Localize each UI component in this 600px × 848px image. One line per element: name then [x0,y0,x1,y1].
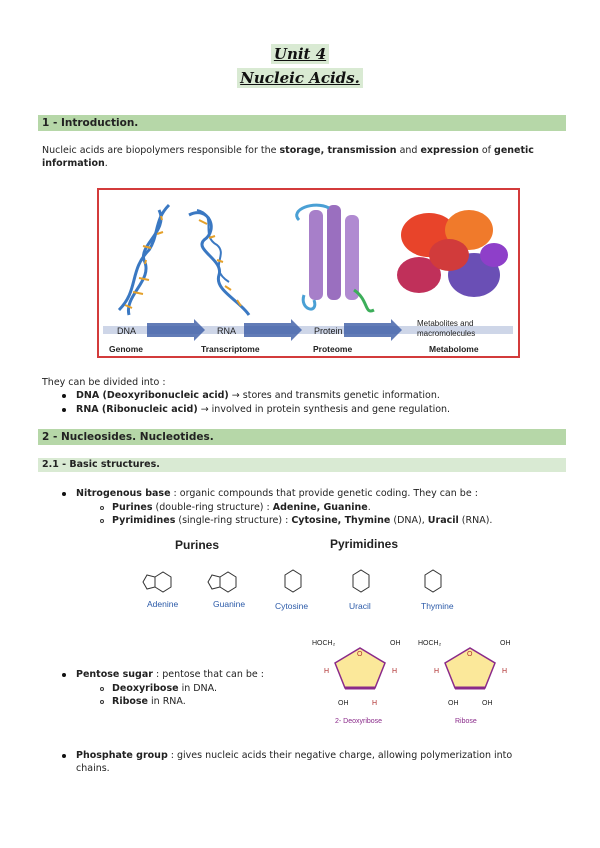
dna-term: DNA (Deoxyribonucleic acid) [76,390,229,401]
thymine-ring [425,570,441,592]
ribose-desc: in RNA. [148,696,186,707]
oh-label: OH [482,700,493,707]
h-label: H [434,668,440,675]
uracil-ring [353,570,369,592]
purines-term: Purines [112,502,153,513]
purines-period: . [367,502,371,513]
metabolome-caption: Metabolome [429,344,479,354]
h-label: H [502,668,508,675]
uracil-term: Uracil [427,515,459,526]
proteome-caption: Proteome [313,344,353,354]
intro-text: . [104,158,108,169]
pyrimidines-term: Pyrimidines [112,515,176,526]
phosphate-continuation: chains. [76,763,110,774]
ribose-term: Ribose [112,696,148,707]
bullet-icon [62,673,66,677]
deoxyribose-structure [312,640,401,725]
guanine-ring-5 [208,575,220,589]
dna-helix-image [119,205,169,315]
deoxyribose-term: Deoxyribose [112,683,179,694]
protein-image [297,205,374,311]
base-structures [143,570,441,592]
dna-label: DNA [117,326,137,336]
hoch2-label: HOCH₂ [312,640,336,647]
unit-title: Unit 4 [271,44,329,64]
intro-paragraph [42,144,562,170]
list-item-dna [62,389,440,402]
section-heading-nucleosides: 2 - Nucleosides. Nucleotides. [38,429,566,445]
metabolites-label-line2: macromolecules [417,329,476,338]
adenine-ring-5 [143,575,155,589]
metabolites-label-line1: Metabolites and [417,319,474,328]
intro-bold-storage: storage, transmission [279,145,397,156]
guanine-ring [220,572,236,592]
h-label: H [392,668,398,675]
pyrimidines-title: Pyrimidines [330,537,399,551]
transcriptome-caption: Transcriptome [201,344,260,354]
ribose-structure [418,640,511,725]
deoxyribose-desc: in DNA. [178,683,218,694]
circle-bullet-icon [100,700,104,704]
circle-bullet-icon [100,506,104,510]
oh-label: OH [338,700,349,707]
rna-strand-image [189,210,249,315]
divide-text: They can be divided into : [42,377,166,388]
sub-item-deoxyribose [100,682,217,695]
pyrimidines-desc: (single-ring structure) : [175,515,292,526]
list-item-phosphate [62,749,552,762]
intro-text: Nucleic acids are biopolymers responsible for the [42,145,280,156]
oxygen-label: O [357,651,363,658]
section-heading-introduction: 1 - Introduction. [38,115,566,131]
omics-figure [97,188,520,358]
flow-arrows [147,319,402,341]
cytosine-name: Cytosine [275,601,309,611]
protein-label: Protein [314,326,343,336]
h-label: H [372,700,378,707]
intro-text: and [396,145,421,156]
ribose-caption: Ribose [455,718,477,725]
bullet-icon [62,754,66,758]
purines-list: Adenine, Guanine [272,502,368,513]
phosphate-term: Phosphate group [76,750,168,761]
omics-illustration [99,190,518,356]
adenine-ring [155,572,171,592]
list-item-pentose [62,668,264,681]
title-block [0,42,600,90]
guanine-name: Guanine [213,599,246,609]
dna-desc: → stores and transmits genetic information. [228,390,440,401]
pyrimidines-rna: (RNA). [458,515,493,526]
list-item-rna [62,403,450,416]
circle-bullet-icon [100,519,104,523]
oh-label: OH [390,640,401,647]
uracil-name: Uracil [349,601,371,611]
genome-caption: Genome [109,344,144,354]
pentose-desc: : pentose that can be : [152,669,264,680]
bullet-icon [62,408,66,412]
nitrogenous-desc: : organic compounds that provide genetic coding. They can be : [170,488,478,499]
bullet-icon [62,394,66,398]
pyrimidines-dna: (DNA), [390,515,428,526]
thymine-name: Thymine [421,601,454,611]
intro-bold-expression: expression [420,145,479,156]
pyrimidines-list: Cytosine, Thymine [291,515,391,526]
bases-figure [135,535,475,615]
list-item-nitrogenous-base [62,487,478,500]
sub-item-purines [100,501,371,514]
nitrogenous-term: Nitrogenous base [76,488,171,499]
oh-label: OH [448,700,459,707]
intro-bold-genetic: genetic information [42,145,534,169]
adenine-name: Adenine [147,599,179,609]
purines-desc: (double-ring structure) : [152,502,273,513]
intro-text: of [478,145,495,156]
oh-label: OH [500,640,511,647]
metabolome-image [397,210,508,297]
bullet-icon [62,492,66,496]
purines-title: Purines [175,538,220,552]
rna-desc: → involved in protein synthesis and gene regulation. [197,404,451,415]
pentose-term: Pentose sugar [76,669,153,680]
sub-item-pyrimidines [100,514,492,527]
phosphate-desc: : gives nucleic acids their negative charge, allowing polymerization into [167,750,513,761]
sub-item-ribose [100,695,186,708]
rna-term: RNA (Ribonucleic acid) [76,404,198,415]
circle-bullet-icon [100,687,104,691]
subsection-heading-basic-structures: 2.1 - Basic structures. [38,458,566,472]
cytosine-ring [285,570,301,592]
hoch2-label: HOCH₂ [418,640,442,647]
main-title: Nucleic Acids. [237,68,363,88]
oxygen-label: O [467,651,473,658]
sugar-figure [310,633,530,728]
rna-label: RNA [217,326,237,336]
deoxyribose-caption: 2- Deoxyribose [335,718,383,725]
h-label: H [324,668,330,675]
